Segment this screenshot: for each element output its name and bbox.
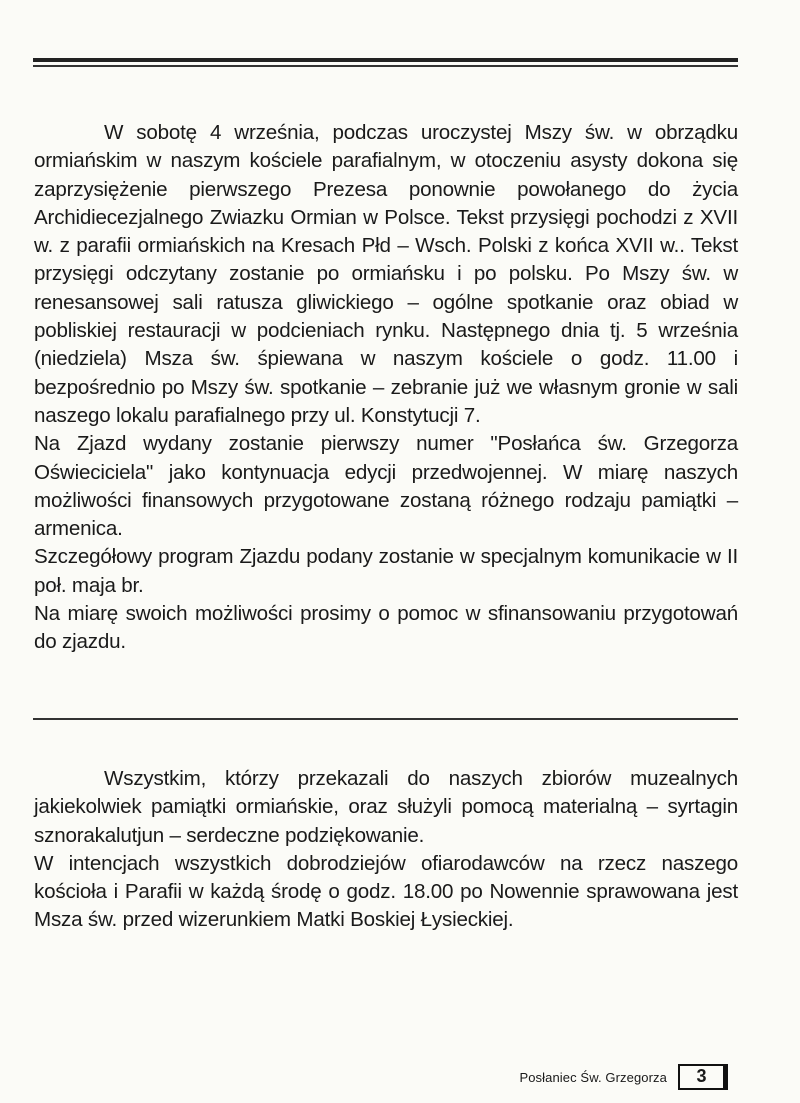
paragraph-oath-ceremony: W sobotę 4 września, podczas uroczystej Mszy św. w obrządku ormiańskim w naszym kościele parafialnym, w otoczeniu asysty dokona się zaprzysiężenie pierwszego Prezesa ponownie powołanego do życia Archidiecezjalnego Zwiazku Ormian w Polsce. Tekst przysięgi pochodzi z XVII w. z parafii ormiańskich na Kresach Płd – Wsch. Polski z końca XVII w.. Tekst przysięgi odczytany zostanie po ormiańsku i po polsku. Po Mszy św. w renesansowej sali ratusza gliwickiego – ogólne spotkanie oraz obiad w pobliskiej restauracji w podcieniach rynku. Następnego dnia tj. 5 września (niedziela) Msza św. śpiewana w naszym kościele o godz. 11.00 i bezpośrednio po Mszy św. spotkanie – zebranie już we własnym gronie w sali naszego lokalu parafialnego przy ul. Konstytucji 7. <box>34 121 738 427</box>
top-rule-thin <box>33 65 738 67</box>
paragraph-program: Szczegółowy program Zjazdu podany zostanie w specjalnym komunikacie w II poł. maja br. <box>34 545 738 597</box>
page-footer <box>0 1060 800 1090</box>
paragraph-support-request: Na miarę swoich możliwości prosimy o pomoc w sfinansowaniu przygotowań do zjazdu. <box>34 602 738 654</box>
section-divider <box>33 718 738 720</box>
paragraph-mass-intentions: W intencjach wszystkich dobrodziejów ofiarodawców na rzecz naszego kościoła i Parafii w każdą środę o godz. 18.00 po Nowennie sprawowana jest Msza św. przed wizerunkiem Matki Boskiej Łysieckiej. <box>34 851 738 932</box>
paragraph-thanks: Wszystkim, którzy przekazali do naszych zbiorów muzealnych jakiekolwiek pamiątki ormiańskie, oraz służyli pomocą materialną – syrtagin sznorakalutjun – serdeczne podziękowanie. <box>34 767 738 847</box>
thanks-section <box>34 765 738 935</box>
paragraph-publication: Na Zjazd wydany zostanie pierwszy numer "Posłańca św. Grzegorza Oświeciciela" jako kontynuacja edycji przedwojennej. W miarę naszych możliwości finansowych przygotowane zostaną różnego rodzaju pamiątki – armenica. <box>34 432 738 541</box>
top-double-rule <box>33 58 738 67</box>
top-rule-thick <box>33 58 738 62</box>
publication-title: Posłaniec Św. Grzegorza <box>519 1070 667 1085</box>
announcement-section <box>34 119 738 657</box>
page-number: 3 <box>678 1064 728 1090</box>
